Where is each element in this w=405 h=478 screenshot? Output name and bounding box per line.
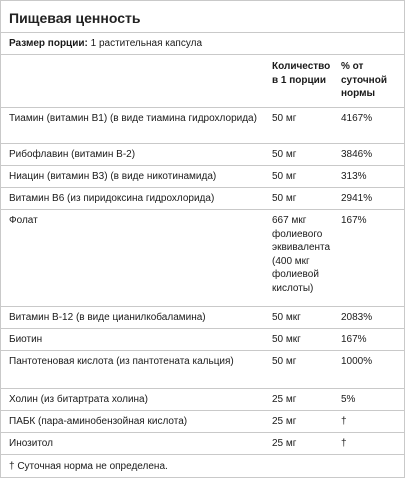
nutrient-amount: 50 мг [272,149,297,160]
nutrient-name: Витамин B6 (из пиридоксина гидрохлорида) [9,193,215,204]
nutrient-name: Холин (из битартрата холина) [9,394,148,405]
serving-size-label: Размер порции: [9,38,88,49]
nutrient-amount: 667 мкг фолиевого эквивалента (400 мкг фолиевой кислоты) [272,215,331,294]
nutrient-amount: 50 мг [272,171,297,182]
nutrient-dv: † [341,416,347,427]
nutrient-amount: 50 мг [272,113,297,124]
table-row [1,351,404,389]
nutrient-dv: † [341,438,347,449]
table-row [1,144,404,166]
serving-size [1,33,404,55]
nutrient-dv: 167% [341,215,367,226]
nutrient-name: Тиамин (витамин B1) (в виде тиамина гидрохлорида) [9,113,257,124]
nutrient-dv: 5% [341,394,356,405]
nutrient-name: Инозитол [9,438,53,449]
panel-title: Пищевая ценность [1,1,404,33]
nutrient-name: Биотин [9,334,43,345]
nutrient-dv: 4167% [341,113,373,124]
table-row [1,411,404,433]
nutrient-name: Пантотеновая кислота (из пантотената кальция) [9,356,234,367]
nutrient-amount: 25 мг [272,394,297,405]
nutrient-dv: 313% [341,171,367,182]
nutrient-dv: 1000% [341,356,373,367]
table-row [1,389,404,411]
nutrient-amount: 50 мкг [272,312,301,323]
nutrient-name: Ниацин (витамин B3) (в виде никотинамида) [9,171,217,182]
table-row [1,108,404,144]
footnote: † Суточная норма не определена. [9,461,168,472]
serving-size-value: 1 растительная капсула [90,38,203,49]
nutrient-amount: 50 мкг [272,334,301,345]
nutrient-amount: 25 мг [272,416,297,427]
nutrient-dv: 2941% [341,193,373,204]
nutrient-amount: 50 мг [272,356,297,367]
nutrient-dv: 167% [341,334,367,345]
nutrient-name: ПАБК (пара-аминобензойная кислота) [9,416,188,427]
nutrient-dv: 2083% [341,312,373,323]
table-row [1,188,404,210]
table-row [1,433,404,455]
nutrient-dv: 3846% [341,149,373,160]
nutrient-name: Фолат [9,215,38,226]
table-row [1,329,404,351]
nutrient-name: Рибофлавин (витамин B-2) [9,149,136,160]
table-header [1,55,404,108]
dv-column-header: % от суточной нормы [341,61,387,99]
table-row [1,166,404,188]
nutrient-name: Витамин B-12 (в виде цианилкобаламина) [9,312,206,323]
table-row [1,307,404,329]
table-row [1,210,404,307]
nutrient-amount: 25 мг [272,438,297,449]
amount-column-header: Количество в 1 порции [272,61,331,86]
nutrient-amount: 50 мг [272,193,297,204]
